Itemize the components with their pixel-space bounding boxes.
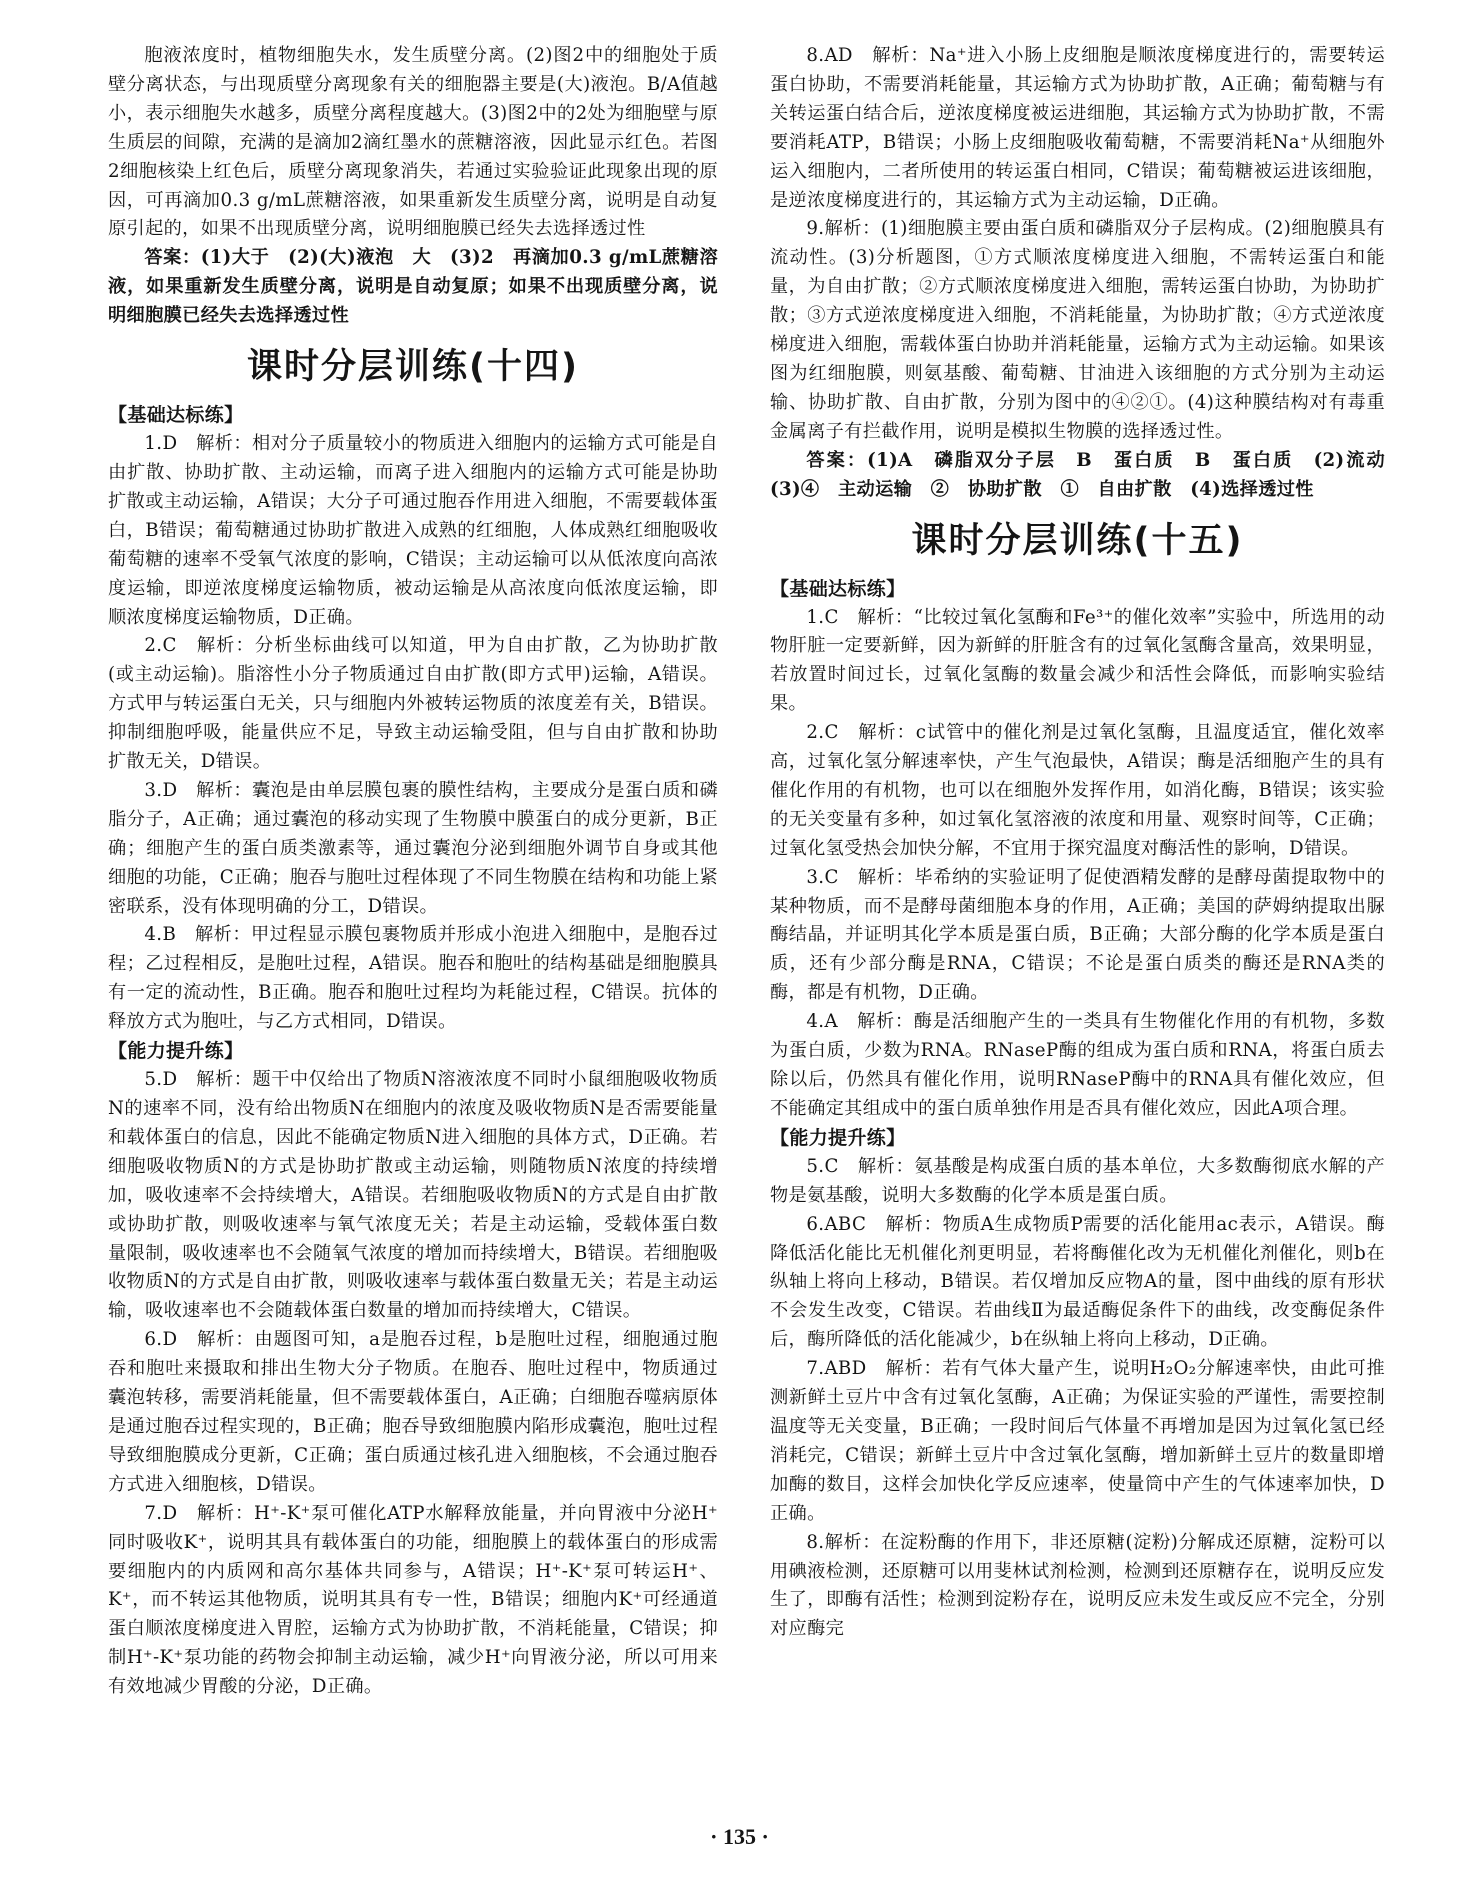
question-item: 9.解析：(1)细胞膜主要由蛋白质和磷脂双分子层构成。(2)细胞膜具有流动性。(3)分析题图，①方式顺浓度梯度进入细胞，不需转运蛋白和能量，为自由扩散；②方式顺浓度梯度进入细胞，需转运蛋白协助，为协助扩散；③方式逆浓度梯度进入细胞，不消耗能量，为协助扩散；④方式逆浓度梯度进入细胞，需载体蛋白协助并消耗能量，运输方式为主动运输。如果该图为红细胞膜，则氨基酸、葡萄糖、甘油进入该细胞的方式分别为主动运输、协助扩散、自由扩散，分别为图中的④②①。(4)这种膜结构对有毒重金属离子有拦截作用，说明是模拟生物膜的选择透过性。 xyxy=(770,218,1385,442)
question-item: 5.D 解析：题干中仅给出了物质N溶液浓度不同时小鼠细胞吸收物质N的速率不同，没有给出物质N在细胞内的浓度及吸收物质N是否需要能量和载体蛋白的信息，因此不能确定物质N进入细胞的具体方式，D正确。若细胞吸收物质N的方式是协助扩散或主动运输，则随物质N浓度的持续增加，吸收速率不会持续增大，A错误。若细胞吸收物质N的方式是自由扩散或协助扩散，则吸收速率与氧气浓度无关；若是主动运输，受载体蛋白数量限制，吸收速率也不会随氧气浓度的增加而持续增大，B错误。若细胞吸收物质N的方式是自由扩散，则吸收速率与载体蛋白数量无关；若是主动运输，吸收速率也不会随载体蛋白数量的增加而持续增大，C错误。 xyxy=(108,1069,718,1322)
question-item: 8.解析：在淀粉酶的作用下，非还原糖(淀粉)分解成还原糖，淀粉可以用碘液检测，还原糖可以用斐林试剂检测，检测到还原糖存在，说明反应发生了，即酶有活性；检测到淀粉存在，说明反应未发生或反应不完全，分别对应酶完 xyxy=(770,1531,1385,1640)
question-item: 6.ABC 解析：物质A生成物质P需要的活化能用ac表示，A错误。酶降低活化能比无机催化剂更明显，若将酶催化改为无机催化剂催化，则b在纵轴上将向上移动，B错误。若仅增加反应物A的量，图中曲线的原有形状不会发生改变，C错误。若曲线Ⅱ为最适酶促条件下的曲线，改变酶促条件后，酶所降低的活化能减少，b在纵轴上将向上移动，D正确。 xyxy=(770,1213,1385,1351)
question-item: 1.C 解析：“比较过氧化氢酶和Fe³⁺的催化效率”实验中，所选用的动物肝脏一定要新鲜，因为新鲜的肝脏含有的过氧化氢酶含量高，效果明显，若放置时间过长，过氧化氢酶的数量会减少和活性会降低，而影响实验结果。 xyxy=(770,606,1385,715)
question-item: 8.AD 解析：Na⁺进入小肠上皮细胞是顺浓度梯度进行的，需要转运蛋白协助，不需要消耗能量，其运输方式为协助扩散，A正确；葡萄糖与有关转运蛋白结合后，逆浓度梯度被运进细胞，其运输方式为协助扩散，不需要消耗ATP，B错误；小肠上皮细胞吸收葡萄糖，不需要消耗Na⁺从细胞外运入细胞内，二者所使用的转运蛋白相同，C错误；葡萄糖被运进该细胞，是逆浓度梯度进行的，其运输方式为主动运输，D正确。 xyxy=(770,45,1385,211)
question-item: 7.D 解析：H⁺-K⁺泵可催化ATP水解释放能量，并向胃液中分泌H⁺同时吸收K⁺，说明其具有载体蛋白的功能，细胞膜上的载体蛋白的形成需要细胞内的内质网和高尔基体共同参与，A错误；H⁺-K⁺泵可转运H⁺、K⁺，而不转运其他物质，说明其具有专一性，B错误；细胞内K⁺可经通道蛋白顺浓度梯度进入胃腔，运输方式为协助扩散，不消耗能量，C错误；抑制H⁺-K⁺泵功能的药物会抑制主动运输，减少H⁺向胃液分泌，所以可用来有效地减少胃酸的分泌，D正确。 xyxy=(108,1502,718,1698)
section-title-15: 课时分层训练(十五) xyxy=(911,520,1244,561)
left-intro-paragraph: 胞液浓度时，植物细胞失水，发生质壁分离。(2)图2中的细胞处于质壁分离状态，与出现质壁分离现象有关的细胞器主要是(大)液泡。B/A值越小，表示细胞失水越多，质壁分离程度越大。(3)图2中的2处为细胞壁与原生质层的间隙，充满的是滴加2滴红墨水的蔗糖溶液，因此显示红色。若图2细胞核染上红色后，质壁分离现象消失，若通过实验验证此现象出现的原因，可再滴加0.3 g/mL蔗糖溶液，如果重新发生质壁分离，说明是自动复原引起的，如果不出现质壁分离，说明细胞膜已经失去选择透过性 xyxy=(108,45,718,240)
left-answer-paragraph: 答案：(1)大于 (2)(大)液泡 大 (3)2 再滴加0.3 g/mL蔗糖溶液，如果重新发生质壁分离，说明是自动复原；如果不出现质壁分离，说明细胞膜已经失去选择透过性 xyxy=(108,247,718,327)
question-item: 7.ABD 解析：若有气体大量产生，说明H₂O₂分解速率快，由此可推测新鲜土豆片中含有过氧化氢酶，A正确；为保证实验的严谨性，需要控制温度等无关变量，B正确；一段时间后气体量不再增加是因为过氧化氢已经消耗完，C错误；新鲜土豆片中含过氧化氢酶，增加新鲜土豆片的数量即增加酶的数目，这样会加快化学反应速率，使量筒中产生的气体速率加快，D正确。 xyxy=(770,1358,1385,1524)
question-item: 2.C 解析：c试管中的催化剂是过氧化氢酶，且温度适宜，催化效率高，过氧化氢分解速率快，产生气泡最快，A错误；酶是活细胞产生的具有催化作用的有机物，也可以在细胞外发挥作用，如消化酶，B错误；该实验的无关变量有多种，如过氧化氢溶液的浓度和用量、观察时间等，C正确；过氧化氢受热会加快分解，不宜用于探究温度对酶活性的影响，D错误。 xyxy=(770,722,1385,859)
question-item: 6.D 解析：由题图可知，a是胞吞过程，b是胞吐过程，细胞通过胞吞和胞吐来摄取和排出生物大分子物质。在胞吞、胞吐过程中，物质通过囊泡转移，需要消耗能量，但不需要载体蛋白，A正确；白细胞吞噬病原体是通过胞吞过程实现的，B正确；胞吞导致细胞膜内陷形成囊泡，胞吐过程导致细胞膜成分更新，C正确；蛋白质通过核孔进入细胞核，不会通过胞吞方式进入细胞核，D错误。 xyxy=(108,1329,718,1495)
right-answer-paragraph: 答案：(1)A 磷脂双分子层 B 蛋白质 B 蛋白质 (2)流动 (3)④ 主动运输 ② 协助扩散 ① 自由扩散 (4)选择透过性 xyxy=(770,449,1404,500)
question-item: 2.C 解析：分析坐标曲线可以知道，甲为自由扩散，乙为协助扩散(或主动运输)。脂溶性小分子物质通过自由扩散(即方式甲)运输，A错误。方式甲与转运蛋白无关，只与细胞内外被转运物质的浓度差有关，B错误。抑制细胞呼吸，能量供应不足，导致主动运输受阻，但与自由扩散和协助扩散无关，D错误。 xyxy=(108,635,718,773)
question-item: 4.B 解析：甲过程显示膜包裹物质并形成小泡进入细胞中，是胞吞过程；乙过程相反，是胞吐过程，A错误。胞吞和胞吐的结构基础是细胞膜具有一定的流动性，B正确。胞吞和胞吐过程均为耗能过程，C错误。抗体的释放方式为胞吐，与乙方式相同，D错误。 xyxy=(108,924,718,1033)
question-item: 3.C 解析：毕希纳的实验证明了促使酒精发酵的是酵母菌提取物中的某种物质，而不是酵母菌细胞本身的作用，A正确；美国的萨姆纳提取出脲酶结晶，并证明其化学本质是蛋白质，B正确；大部分酶的化学本质是蛋白质，还有少部分酶是RNA，C错误；不论是蛋白质类的酶还是RNA类的酶，都是有机物，D正确。 xyxy=(770,866,1385,1004)
question-item: 5.C 解析：氨基酸是构成蛋白质的基本单位，大多数酶彻底水解的产物是氨基酸，说明大多数酶的化学本质是蛋白质。 xyxy=(770,1155,1385,1206)
section-title-14: 课时分层训练(十四) xyxy=(247,347,579,388)
advanced-practice-heading: 【能力提升练】 xyxy=(770,1126,906,1149)
left-column xyxy=(108,42,718,1702)
basic-practice-heading: 【基础达标练】 xyxy=(108,404,244,427)
question-item: 1.D 解析：相对分子质量较小的物质进入细胞内的运输方式可能是自由扩散、协助扩散、主动运输，而离子进入细胞内的运输方式可能是协助扩散或主动运输，A错误；大分子可通过胞吞作用进入细胞，不需要载体蛋白，B错误；葡萄糖通过协助扩散进入成熟的红细胞，人体成熟红细胞吸收葡萄糖的速率不受氧气浓度的影响，C错误；主动运输可以从低浓度向高浓度运输，即逆浓度梯度运输物质，被动运输是从高浓度向低浓度运输，即顺浓度梯度运输物质，D正确。 xyxy=(108,433,718,628)
page-number: · 135 · xyxy=(710,1824,769,1849)
advanced-practice-heading: 【能力提升练】 xyxy=(108,1040,244,1063)
question-item: 4.A 解析：酶是活细胞产生的一类具有生物催化作用的有机物，多数为蛋白质，少数为RNA。RNaseP酶的组成为蛋白质和RNA，将蛋白质去除以后，仍然具有催化作用，说明RNaseP酶中的RNA具有催化效应，但不能确定其组成中的蛋白质单独作用是否具有催化效应，因此A项合理。 xyxy=(770,1011,1385,1119)
right-column xyxy=(770,42,1404,1644)
question-item: 3.D 解析：囊泡是由单层膜包裹的膜性结构，主要成分是蛋白质和磷脂分子，A正确；通过囊泡的移动实现了生物膜中膜蛋白的成分更新，B正确；细胞产生的蛋白质类激素等，通过囊泡分泌到细胞外调节自身或其他细胞的功能，C正确；胞吞与胞吐过程体现了不同生物膜在结构和功能上紧密联系，没有体现明确的分工，D错误。 xyxy=(108,779,718,917)
basic-practice-heading: 【基础达标练】 xyxy=(770,577,906,600)
